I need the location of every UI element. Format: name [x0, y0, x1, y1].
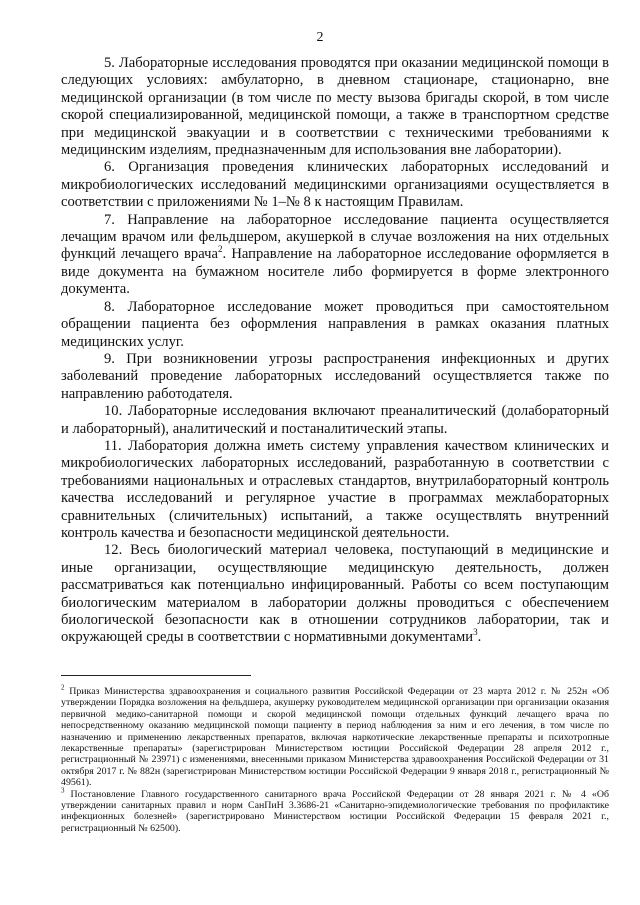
footnote-3: $^3$ Постановление Главного государственного санитарного врача Российской Федерации от 28 января 2021 г. № 4 «Об утверждении санитарных правил и норм СанПиН 3.3686-21 «Санитарно-эпидемиологические требования по профилактике инфекционных болезней» (зарегистрировано Министерством юстиции Российской Федерации 15 февраля 2021 г., регистрационный № 62500). [61, 786, 609, 834]
footnote-mark: 3 [61, 786, 65, 795]
footnote-ref-2[interactable]: 2 [217, 244, 223, 255]
footnote-divider [61, 675, 251, 676]
page-number: 2 [316, 30, 324, 45]
footnote-ref-3[interactable]: 3 [473, 627, 478, 638]
footnotes [61, 675, 609, 834]
paragraph-12: 12. Весь биологический материал человека, поступающий в медицинские и иные организации, осуществляющие медицинскую деятельность, должен рассматриваться как потенциально инфицированный. Работы со всем поступающим биологическим материалом в лаборатории должны проводиться с обеспечением биологической безопасности как в отношении сотрудников лаборатории, так и окружающей среды в соответствии с нормативными документами$^3$. [61, 542, 609, 646]
paragraph-11: 11. Лаборатория должна иметь систему управления качеством клинических и микробиологических лабораторных исследований, разработанную в соответствии с требованиями национальных и отраслевых стандартов, внутрилабораторный контроль качества исследований и регулярное участие в программах межлабораторных сравнительных (сличительных) испытаний, а также осуществлять внутренний контроль качества и безопасности медицинской деятельности. [61, 437, 609, 541]
paragraph-9: 9. При возникновении угрозы распространения инфекционных и других заболеваний проведение лабораторных исследований осуществляется также по направлению работодателя. [61, 350, 609, 402]
footnote-mark: 2 [61, 683, 65, 692]
paragraph-10: 10. Лабораторные исследования включают преаналитический (долабораторный и лабораторный), аналитический и постаналитический этапы. [61, 403, 609, 437]
paragraph-6: 6. Организация проведения клинических лабораторных исследований и микробиологических исследований медицинскими организациями осуществляется в соответствии с приложениями № 1–№ 8 к настоящим Правилам. [61, 159, 609, 211]
paragraph-7: 7. Направление на лабораторное исследование пациента осуществляется лечащим врачом или фельдшером, акушеркой в случае возложения на них отдельных функций лечащего врача$^2$. Направление на лабораторное исследование оформляется в виде документа на бумажном носителе либо формируется в форме электронного документа. [61, 211, 609, 298]
footnote-2: $^2$ Приказ Министерства здравоохранения и социального развития Российской Федерации от 23 марта 2012 г. № 252н «Об утверждении Порядка возложения на фельдшера, акушерку руководителем медицинской организации при организации оказания первичной медико-санитарной помощи и скорой медицинской помощи отдельных функций лечащего врача по непосредственному оказанию медицинской помощи пациенту в период наблюдения за ним и его лечения, в том числе по назначению и применению лекарственных препаратов, включая наркотические лекарственные препараты и психотропные лекарственные препараты» (зарегистрирован Министерством юстиции Российской Федерации 28 апреля 2012 г., регистрационный № 23971) с изменениями, внесенными приказом Министерства здравоохранения Российской Федерации от 31 октября 2017 г. № 882н (зарегистрирован Министерством юстиции Российской Федерации 9 января 2018 г., регистрационный № 49561). [61, 683, 609, 789]
paragraph-8: 8. Лабораторное исследование может проводиться при самостоятельном обращении пациента без оформления направления в рамках оказания платных медицинских услуг. [61, 298, 609, 350]
document-body [61, 55, 609, 647]
paragraph-5: 5. Лабораторные исследования проводятся при оказании медицинской помощи в следующих условиях: амбулаторно, в дневном стационаре, стационарно, вне медицинской организации (в том числе по месту вызова бригады скорой, в том числе скорой специализированной, медицинской помощи, а также в транспортном средстве при медицинской эвакуации и в соответствии с техническими требованиями к медицинским изделиям, предназначенным для использования вне лаборатории). [61, 55, 609, 159]
